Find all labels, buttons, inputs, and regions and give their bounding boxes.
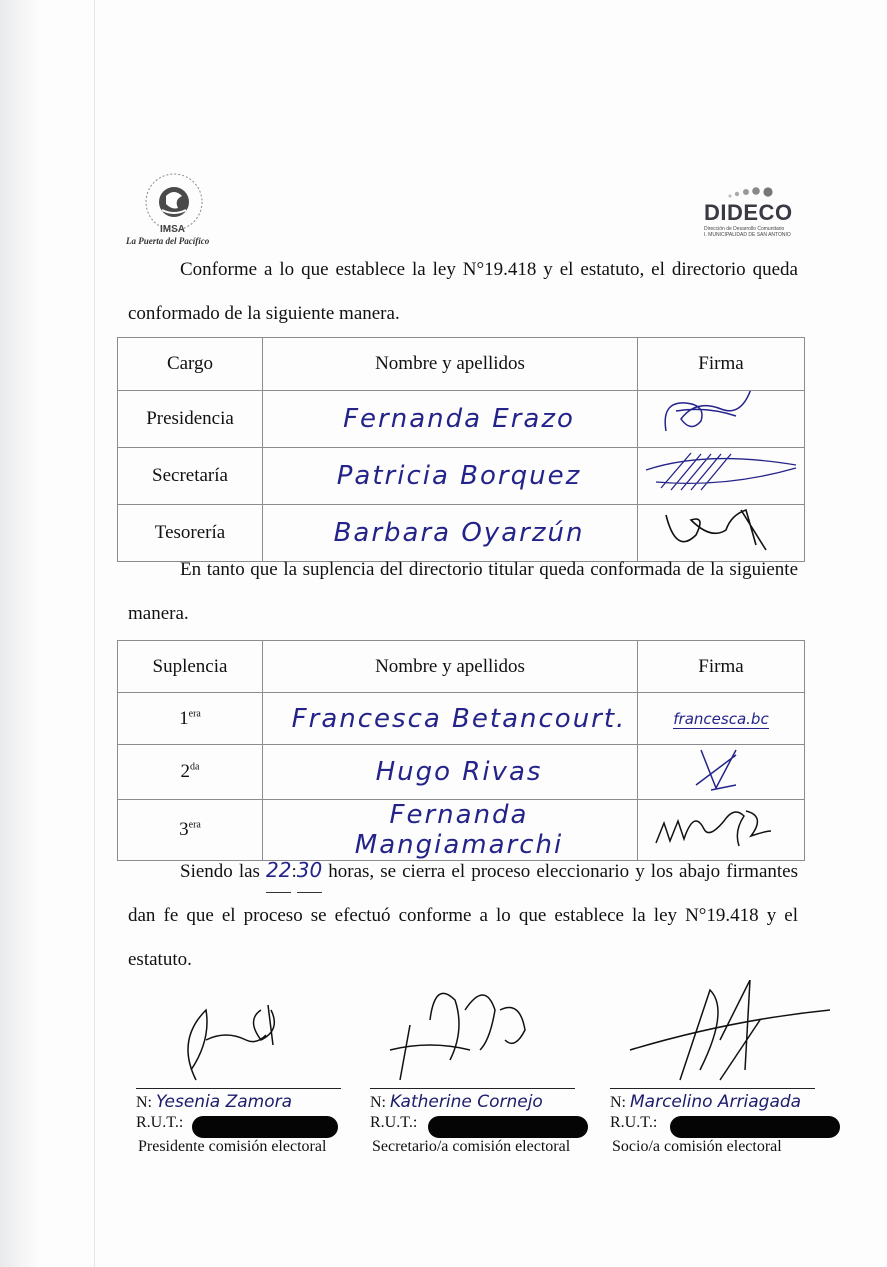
cargo-cell: Presidencia bbox=[118, 391, 263, 448]
firmante-rol: Socio/a comisión electoral bbox=[612, 1138, 782, 1155]
signature-scribble-icon bbox=[641, 448, 801, 498]
cierre-after: horas, se cierra el proceso eleccionario y los abajo firmantes dan fe que el proceso se efectuó conforme a lo que establece la ley N°19.418 y el estatuto. bbox=[128, 861, 798, 970]
firmante-nombre: Yesenia Zamora bbox=[156, 1092, 293, 1112]
intro-paragraph bbox=[128, 248, 798, 336]
firma-cell bbox=[638, 745, 805, 800]
signature-scribble-icon bbox=[370, 980, 600, 1090]
nombre-cell: Patricia Borquez bbox=[263, 448, 638, 505]
rut-label: R.U.T.: bbox=[370, 1114, 418, 1131]
firmante-nombre-row bbox=[370, 1092, 543, 1112]
imsa-logo bbox=[126, 170, 226, 250]
rut-redaction bbox=[428, 1116, 588, 1138]
n-label: N: bbox=[136, 1094, 152, 1111]
firmante-rol: Presidente comisión electoral bbox=[138, 1138, 327, 1155]
suplencia-number: 1 bbox=[179, 707, 189, 729]
table-row bbox=[118, 693, 805, 745]
imsa-logo-text: IMSA bbox=[160, 224, 185, 235]
hora-horas: 22 bbox=[266, 848, 291, 893]
header-nombre: Nombre y apellidos bbox=[263, 338, 638, 391]
firma-cell bbox=[638, 448, 805, 505]
nombre-cell: Fernanda Erazo bbox=[263, 391, 638, 448]
suplencia-ordinal: da bbox=[190, 761, 200, 773]
firmante-nombre-row bbox=[610, 1092, 801, 1112]
directorio-table bbox=[117, 337, 805, 562]
dideco-subtitle-2: I. MUNICIPALIDAD DE SAN ANTONIO bbox=[704, 232, 791, 238]
header-nombre: Nombre y apellidos bbox=[263, 641, 638, 693]
suplencia-number-cell bbox=[118, 693, 263, 745]
firmante-nombre: Katherine Cornejo bbox=[390, 1092, 543, 1112]
firma-text: francesca.bc bbox=[673, 709, 769, 728]
signature-line bbox=[136, 1088, 341, 1089]
cierre-before: Siendo las bbox=[180, 861, 260, 882]
page-fold-line bbox=[94, 0, 95, 1267]
suplencia-ordinal: era bbox=[188, 708, 201, 720]
nombre-cell: Fernanda Mangiamarchi bbox=[263, 800, 638, 861]
header-cargo: Cargo bbox=[118, 338, 263, 391]
suplencia-number: 3 bbox=[179, 819, 189, 840]
suplencia-number: 2 bbox=[180, 761, 191, 782]
dideco-logo bbox=[700, 182, 796, 244]
table-header-row bbox=[118, 641, 805, 693]
firmante-nombre-row bbox=[136, 1092, 292, 1112]
firma-cell bbox=[638, 391, 805, 448]
suplencia-table bbox=[117, 640, 805, 861]
table-row bbox=[118, 391, 805, 448]
hora-minutos: 30 bbox=[297, 848, 322, 893]
page-edge-shadow bbox=[0, 0, 40, 1267]
dideco-dots-icon bbox=[726, 182, 776, 200]
signature-scribble-icon bbox=[646, 803, 796, 851]
intro-text: Conforme a lo que establece la ley N°19.418 y el estatuto, el directorio queda conformado de la siguiente manera. bbox=[128, 259, 798, 324]
firmante-rol: Secretario/a comisión electoral bbox=[372, 1138, 571, 1155]
rut-redaction bbox=[670, 1116, 840, 1138]
suplencia-intro-text: En tanto que la suplencia del directorio titular queda conformada de la siguiente manera. bbox=[128, 559, 798, 624]
cargo-cell: Tesorería bbox=[118, 505, 263, 562]
cierre-paragraph bbox=[128, 848, 798, 982]
signature-scribble-icon bbox=[610, 980, 840, 1090]
suplencia-paragraph bbox=[128, 548, 798, 636]
nombre-cell: Hugo Rivas bbox=[263, 745, 638, 800]
firma-cell bbox=[638, 693, 805, 745]
hora-separator: : bbox=[291, 861, 297, 882]
cargo-cell: Secretaría bbox=[118, 448, 263, 505]
firmante-nombre: Marcelino Arriagada bbox=[630, 1092, 802, 1112]
signature-line bbox=[370, 1088, 575, 1089]
suplencia-ordinal: era bbox=[188, 819, 201, 831]
n-label: N: bbox=[370, 1094, 386, 1111]
signature-scribble-icon bbox=[646, 391, 796, 441]
signature-scribble-icon bbox=[136, 980, 366, 1090]
nombre-cell: Francesca Betancourt. bbox=[263, 693, 638, 745]
n-label: N: bbox=[610, 1094, 626, 1111]
nombre-cell: Barbara Oyarzún bbox=[263, 505, 638, 562]
table-row bbox=[118, 745, 805, 800]
header-firma: Firma bbox=[638, 338, 805, 391]
rut-label: R.U.T.: bbox=[136, 1114, 184, 1131]
dideco-subtitle-1: Dirección de Desarrollo Comunitario bbox=[704, 226, 785, 232]
dideco-wordmark: DIDECO bbox=[704, 200, 793, 225]
table-row bbox=[118, 448, 805, 505]
header-firma: Firma bbox=[638, 641, 805, 693]
signature-line bbox=[610, 1088, 815, 1089]
imsa-tagline: La Puerta del Pacífico bbox=[126, 236, 210, 246]
table-header-row bbox=[118, 338, 805, 391]
rut-label: R.U.T.: bbox=[610, 1114, 658, 1131]
rut-redaction bbox=[192, 1116, 338, 1138]
signature-scribble-icon bbox=[681, 745, 761, 793]
header-suplencia: Suplencia bbox=[118, 641, 263, 693]
suplencia-number-cell bbox=[118, 745, 263, 800]
